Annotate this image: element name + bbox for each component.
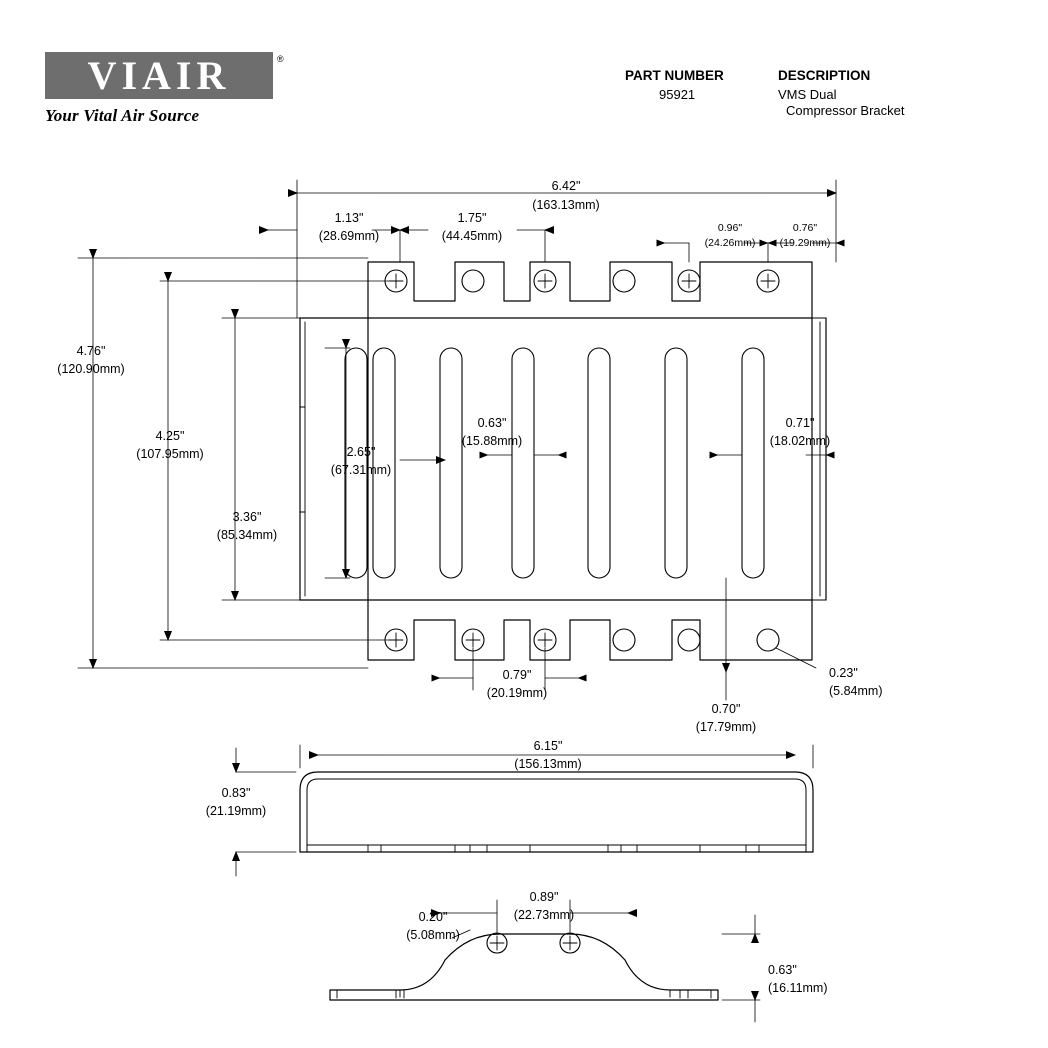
description-line-2: Compressor Bracket: [786, 103, 905, 118]
dim-hole-spacing-top-in: 1.75": [457, 211, 487, 225]
dim-right-slot-offset-mm: (18.02mm): [769, 434, 831, 448]
dim-side-height-in: 0.83": [221, 786, 251, 800]
part-number-value: 95921: [659, 87, 696, 102]
dim-end-hole-spacing-in: 0.89": [529, 890, 559, 904]
dim-overall-height-mm: (120.90mm): [57, 362, 125, 376]
dim-slot-span-height-mm: (85.34mm): [216, 528, 278, 542]
dim-hole-diameter-mm: (5.84mm): [829, 684, 883, 698]
dim-left-offset-mm: (28.69mm): [318, 229, 380, 243]
dim-end-radius-mm: (5.08mm): [406, 928, 460, 942]
top-view-dimension-lines: [78, 180, 836, 700]
dim-overall-height-in: 4.76": [76, 344, 106, 358]
dim-slot-width-in: 0.63": [477, 416, 507, 430]
dim-side-width-in: 6.15": [533, 739, 563, 753]
dim-slot-span-height-in: 3.36": [232, 510, 262, 524]
dim-side-width-mm: (156.13mm): [514, 757, 582, 771]
dimension-labels: [57, 179, 882, 995]
dim-bottom-tab-mm: (17.79mm): [695, 720, 757, 734]
end-view: [330, 933, 718, 1000]
dim-end-hole-spacing-mm: (22.73mm): [513, 908, 575, 922]
dim-slot-length-mm: (67.31mm): [330, 463, 392, 477]
dim-slot-width-mm: (15.88mm): [461, 434, 523, 448]
dim-slot-length-in: 2.65": [346, 445, 376, 459]
top-view-outline: [300, 262, 826, 660]
dim-inner-height-in: 4.25": [155, 429, 185, 443]
dim-inner-height-mm: (107.95mm): [136, 447, 204, 461]
description-label: DESCRIPTION: [778, 68, 871, 83]
dim-bottom-hole-spacing-in: 0.79": [502, 668, 532, 682]
dim-left-offset-in: 1.13": [334, 211, 364, 225]
dim-right-edge-in: 0.76": [792, 222, 818, 234]
dim-overall-width-in: 6.42": [551, 179, 581, 193]
dim-side-height-mm: (21.19mm): [205, 804, 267, 818]
logo-tagline: Your Vital Air Source: [45, 106, 200, 125]
end-view-dimension-lines: [440, 900, 760, 1022]
part-number-label: PART NUMBER: [625, 68, 724, 83]
dim-bottom-hole-spacing-mm: (20.19mm): [486, 686, 548, 700]
logo-wordmark: VIAIR: [87, 53, 231, 98]
dim-hole-spacing-top-mm: (44.45mm): [441, 229, 503, 243]
dim-hole-diameter-in: 0.23": [829, 666, 858, 680]
dim-bottom-tab-in: 0.70": [711, 702, 741, 716]
dim-right-edge-mm: (19.29mm): [779, 237, 831, 249]
dim-overall-width-mm: (163.13mm): [532, 198, 600, 212]
side-view: [300, 772, 813, 852]
dim-end-radius-in: 0.20": [418, 910, 448, 924]
dim-end-height-mm: (16.11mm): [768, 981, 828, 995]
dim-right-slot-offset-in: 0.71": [785, 416, 815, 430]
registered-trademark-icon: ®: [277, 54, 284, 64]
description-line-1: VMS Dual: [778, 87, 837, 102]
dim-right-hole-spacing-in: 0.96": [717, 222, 743, 234]
top-view-holes: [385, 270, 779, 651]
top-view-slots: [345, 348, 764, 578]
dim-right-hole-spacing-mm: (24.26mm): [704, 237, 756, 249]
dim-end-height-in: 0.63": [768, 963, 797, 977]
